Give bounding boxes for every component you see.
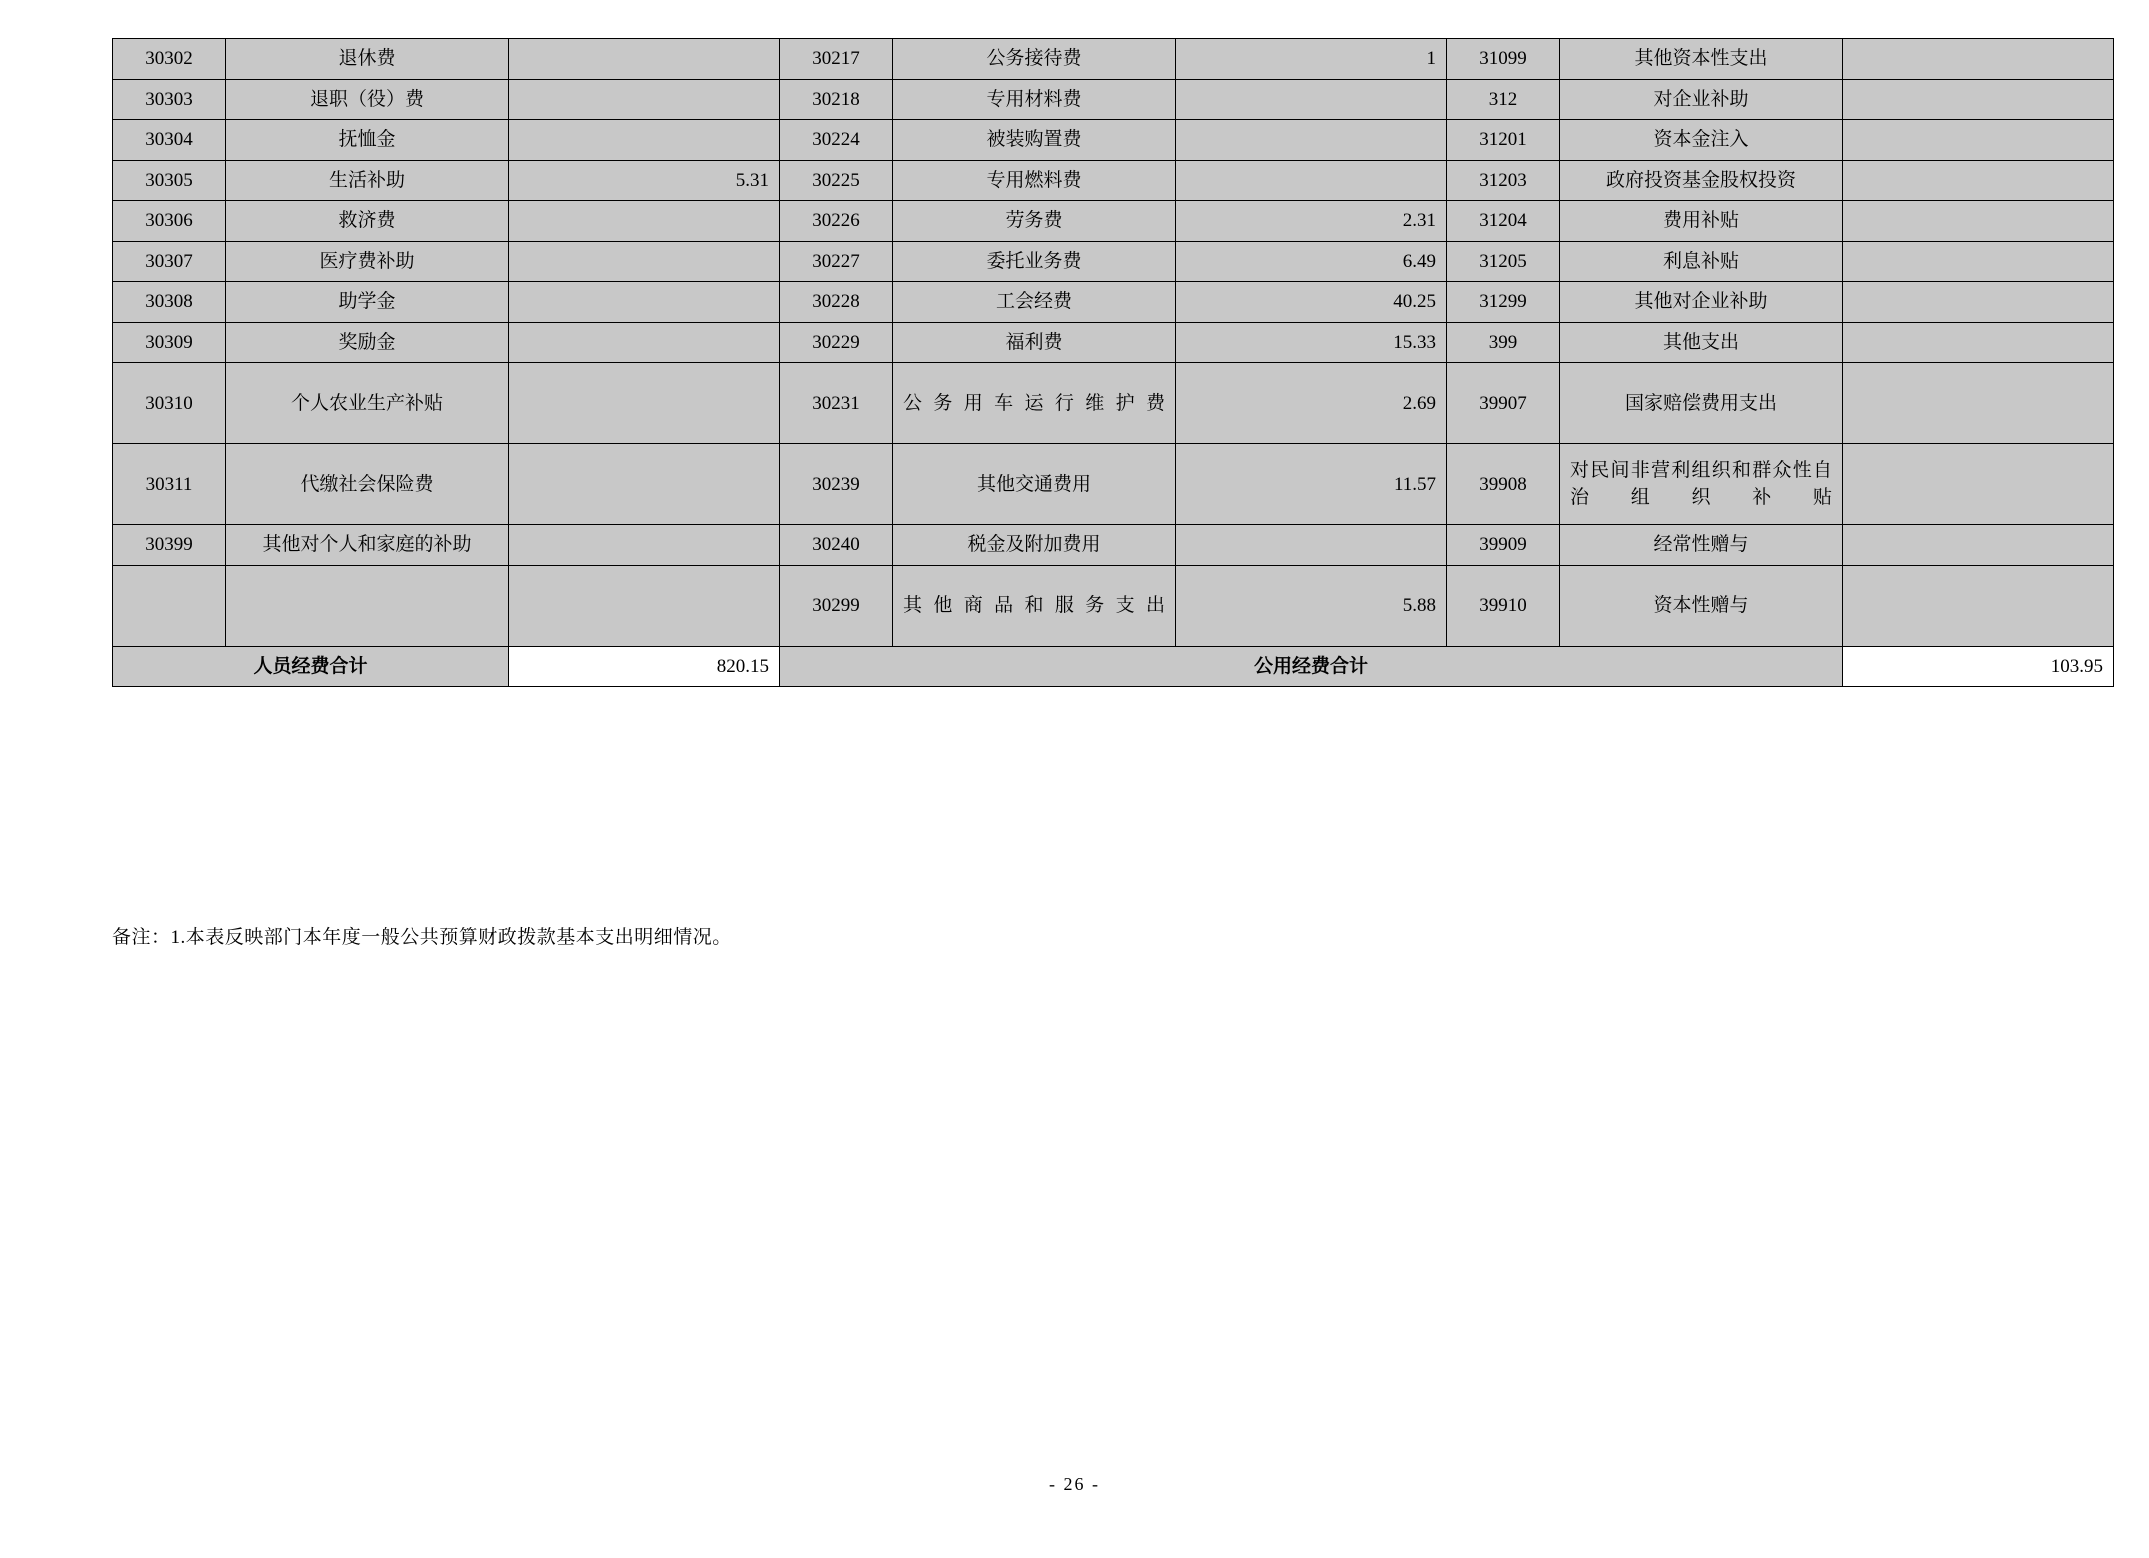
cell-code: 30304 (113, 120, 226, 161)
table-row (113, 363, 2114, 444)
cell-code: 30308 (113, 282, 226, 323)
cell-name: 其他交通费用 (893, 444, 1176, 525)
page-number: - 26 - (1049, 1474, 1100, 1494)
cell-name: 工会经费 (893, 282, 1176, 323)
cell-code: 39909 (1447, 525, 1560, 566)
cell-name: 其他商品和服务支出 (893, 565, 1176, 646)
cell-name: 抚恤金 (226, 120, 509, 161)
cell-value (509, 241, 780, 282)
cell-name: 其他对个人和家庭的补助 (226, 525, 509, 566)
cell-code: 31205 (1447, 241, 1560, 282)
cell-code: 30240 (780, 525, 893, 566)
cell-name: 被装购置费 (893, 120, 1176, 161)
cell-name: 退职（役）费 (226, 79, 509, 120)
cell-value (1843, 39, 2114, 80)
cell-name: 对企业补助 (1560, 79, 1843, 120)
cell-code: 31299 (1447, 282, 1560, 323)
table-note: 备注：1.本表反映部门本年度一般公共预算财政拨款基本支出明细情况。 (112, 927, 732, 948)
cell-code: 30217 (780, 39, 893, 80)
cell-value (1843, 201, 2114, 242)
public-total-label: 公用经费合计 (780, 646, 1843, 687)
cell-name: 生活补助 (226, 160, 509, 201)
cell-code: 39908 (1447, 444, 1560, 525)
cell-code: 30218 (780, 79, 893, 120)
cell-value (509, 363, 780, 444)
cell-value (509, 201, 780, 242)
cell-value (1843, 322, 2114, 363)
cell-code: 30306 (113, 201, 226, 242)
table-row (113, 39, 2114, 80)
cell-value (1843, 525, 2114, 566)
cell-name: 公务用车运行维护费 (893, 363, 1176, 444)
cell-code: 30228 (780, 282, 893, 323)
public-total-value: 103.95 (1843, 646, 2114, 687)
cell-value: 15.33 (1176, 322, 1447, 363)
cell-name (226, 565, 509, 646)
cell-code: 30303 (113, 79, 226, 120)
cell-code: 30302 (113, 39, 226, 80)
cell-value: 5.88 (1176, 565, 1447, 646)
cell-name: 经常性赠与 (1560, 525, 1843, 566)
cell-value: 1 (1176, 39, 1447, 80)
cell-value: 2.69 (1176, 363, 1447, 444)
cell-code: 30224 (780, 120, 893, 161)
cell-code: 30299 (780, 565, 893, 646)
cell-name: 国家赔偿费用支出 (1560, 363, 1843, 444)
personnel-total-value: 820.15 (509, 646, 780, 687)
cell-value (1843, 120, 2114, 161)
cell-value: 40.25 (1176, 282, 1447, 323)
cell-code: 31203 (1447, 160, 1560, 201)
table-row (113, 79, 2114, 120)
cell-code: 30309 (113, 322, 226, 363)
cell-name: 资本金注入 (1560, 120, 1843, 161)
cell-value (1843, 565, 2114, 646)
cell-code: 399 (1447, 322, 1560, 363)
cell-value (1843, 241, 2114, 282)
cell-value (1843, 79, 2114, 120)
cell-value (1176, 160, 1447, 201)
cell-name: 其他对企业补助 (1560, 282, 1843, 323)
cell-value (509, 79, 780, 120)
table-row (113, 565, 2114, 646)
cell-value (509, 444, 780, 525)
cell-code: 30227 (780, 241, 893, 282)
cell-name: 个人农业生产补贴 (226, 363, 509, 444)
cell-name: 奖励金 (226, 322, 509, 363)
cell-code: 39910 (1447, 565, 1560, 646)
cell-name: 对民间非营利组织和群众性自治组织补贴 (1560, 444, 1843, 525)
cell-name: 专用材料费 (893, 79, 1176, 120)
document-page (0, 38, 2149, 1558)
cell-name: 其他支出 (1560, 322, 1843, 363)
cell-code: 30226 (780, 201, 893, 242)
cell-code: 31204 (1447, 201, 1560, 242)
cell-value (509, 565, 780, 646)
cell-value: 11.57 (1176, 444, 1447, 525)
cell-code: 30305 (113, 160, 226, 201)
cell-code: 30239 (780, 444, 893, 525)
cell-value (1843, 160, 2114, 201)
cell-name: 利息补贴 (1560, 241, 1843, 282)
cell-value (1176, 79, 1447, 120)
cell-code: 30399 (113, 525, 226, 566)
cell-name: 劳务费 (893, 201, 1176, 242)
table-row (113, 322, 2114, 363)
budget-expenditure-table (112, 38, 2114, 687)
table-body (113, 39, 2114, 687)
table-row (113, 444, 2114, 525)
cell-code: 30307 (113, 241, 226, 282)
cell-value: 5.31 (509, 160, 780, 201)
cell-name: 费用补贴 (1560, 201, 1843, 242)
cell-name: 助学金 (226, 282, 509, 323)
table-row (113, 120, 2114, 161)
cell-code: 30225 (780, 160, 893, 201)
cell-name: 医疗费补助 (226, 241, 509, 282)
cell-code: 30231 (780, 363, 893, 444)
cell-name: 代缴社会保险费 (226, 444, 509, 525)
cell-value (1176, 525, 1447, 566)
cell-code: 31201 (1447, 120, 1560, 161)
cell-code: 30310 (113, 363, 226, 444)
cell-name: 公务接待费 (893, 39, 1176, 80)
cell-name: 专用燃料费 (893, 160, 1176, 201)
cell-name: 委托业务费 (893, 241, 1176, 282)
table-row (113, 525, 2114, 566)
cell-value: 2.31 (1176, 201, 1447, 242)
cell-value (1176, 120, 1447, 161)
cell-value (1843, 444, 2114, 525)
cell-code: 312 (1447, 79, 1560, 120)
cell-name: 税金及附加费用 (893, 525, 1176, 566)
cell-name: 退休费 (226, 39, 509, 80)
cell-code: 39907 (1447, 363, 1560, 444)
table-row (113, 201, 2114, 242)
totals-row (113, 646, 2114, 687)
cell-code: 30229 (780, 322, 893, 363)
cell-value (509, 120, 780, 161)
cell-value (1843, 282, 2114, 323)
cell-name: 其他资本性支出 (1560, 39, 1843, 80)
cell-value (1843, 363, 2114, 444)
cell-value (509, 322, 780, 363)
cell-name: 福利费 (893, 322, 1176, 363)
cell-value (509, 525, 780, 566)
cell-value (509, 39, 780, 80)
table-row (113, 241, 2114, 282)
cell-code (113, 565, 226, 646)
cell-code: 31099 (1447, 39, 1560, 80)
table-row (113, 160, 2114, 201)
cell-name: 政府投资基金股权投资 (1560, 160, 1843, 201)
cell-value (509, 282, 780, 323)
cell-name: 救济费 (226, 201, 509, 242)
cell-name: 资本性赠与 (1560, 565, 1843, 646)
personnel-total-label: 人员经费合计 (113, 646, 509, 687)
cell-value: 6.49 (1176, 241, 1447, 282)
cell-code: 30311 (113, 444, 226, 525)
table-row (113, 282, 2114, 323)
